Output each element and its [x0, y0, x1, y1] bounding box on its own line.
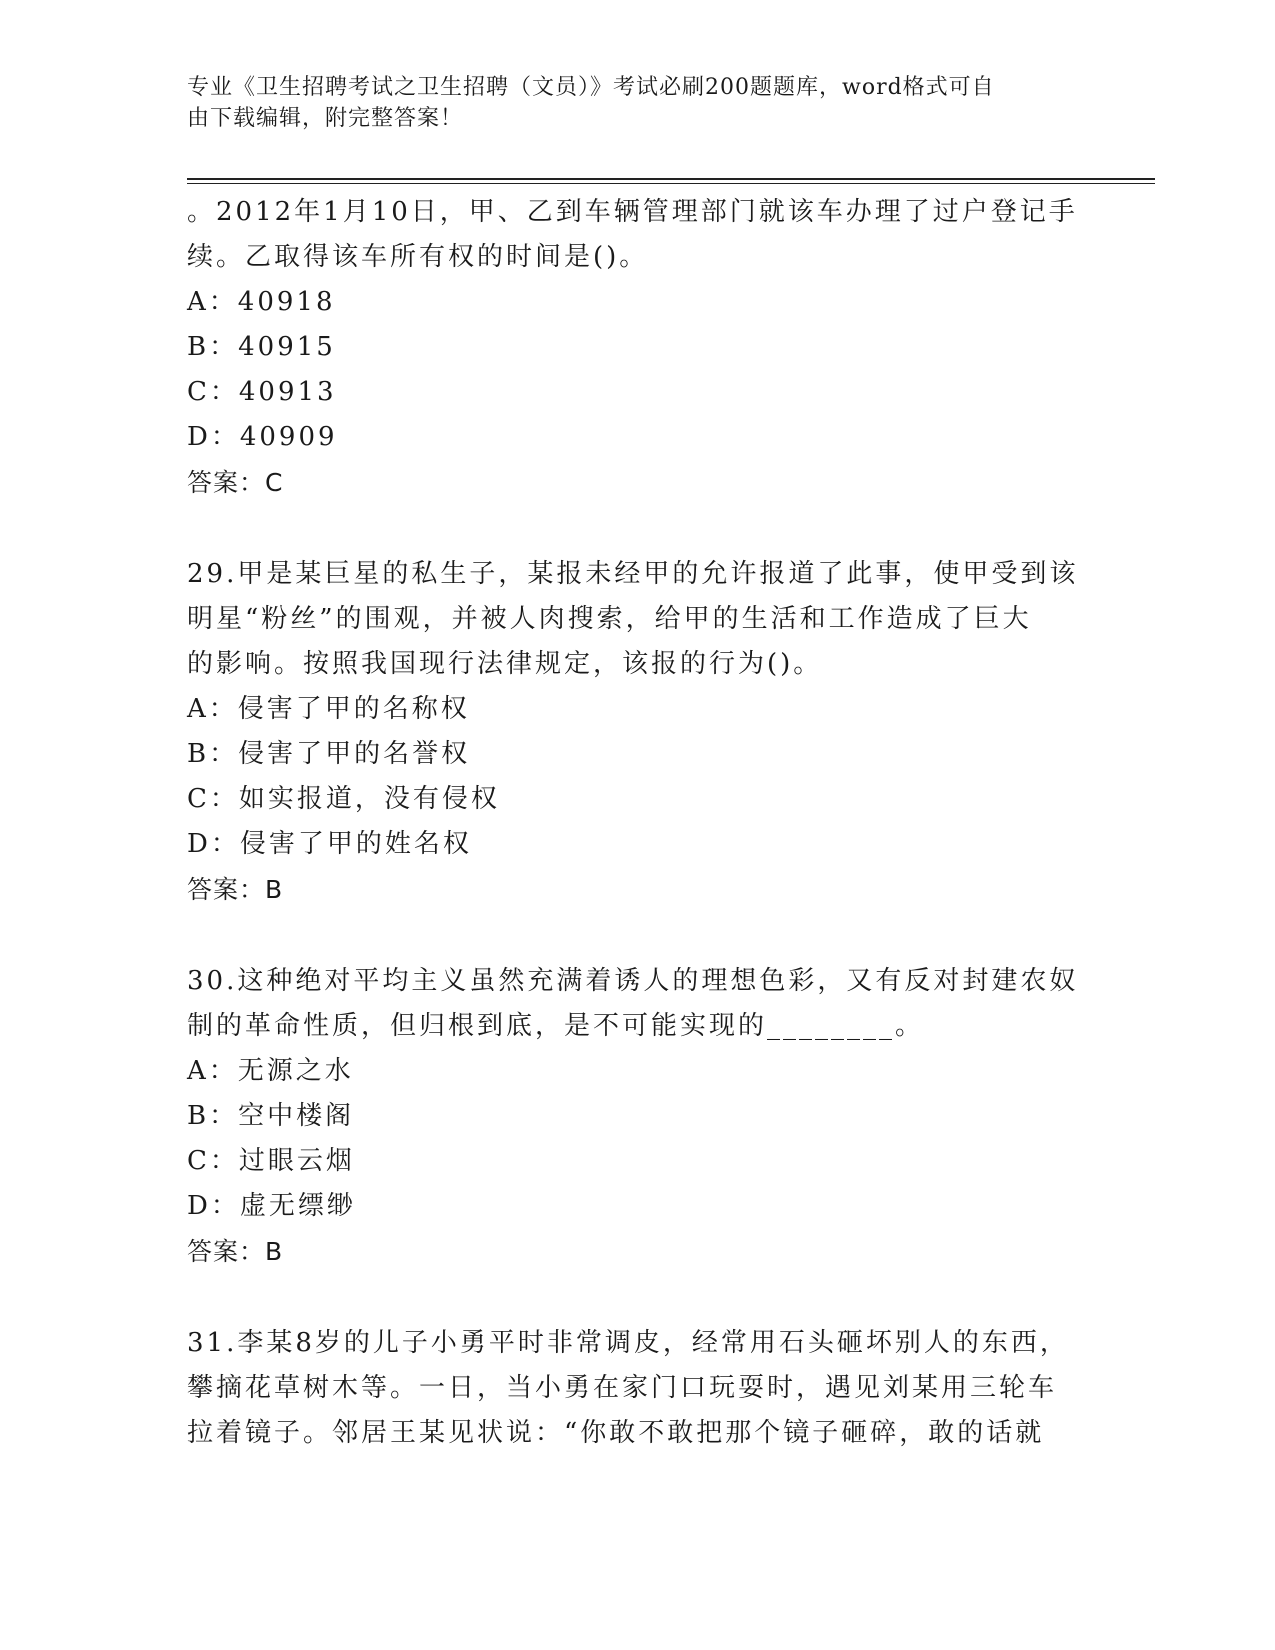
spacer: [187, 1274, 1087, 1321]
header-line-2: 由下载编辑，附完整答案！: [187, 106, 464, 131]
header-line-1: 专业《卫生招聘考试之卫生招聘（文员）》考试必刷200题题库，word格式可自: [187, 75, 995, 100]
document-body: [187, 190, 1087, 1456]
option-d: D：40909: [187, 422, 338, 452]
spacer: [187, 912, 1087, 959]
page-header: [187, 72, 1067, 134]
question-28: [187, 190, 1087, 505]
question-text-line: 拉着镜子。邻居王某见状说：“你敢不敢把那个镜子砸碎，敢的话就: [187, 1418, 1045, 1448]
question-30: [187, 959, 1087, 1274]
question-text-line: 攀摘花草树木等。一日，当小勇在家门口玩耍时，遇见刘某用三轮车: [187, 1373, 1058, 1403]
spacer: [187, 505, 1087, 552]
question-text-line: 明星“粉丝”的围观，并被人肉搜索，给甲的生活和工作造成了巨大: [187, 604, 1032, 634]
question-text-line: 的影响。按照我国现行法律规定，该报的行为()。: [187, 649, 823, 679]
option-d: D：侵害了甲的姓名权: [187, 829, 472, 859]
option-a: A：40918: [187, 287, 336, 317]
answer-line: 答案：B: [187, 875, 284, 904]
option-c: C：如实报道，没有侵权: [187, 784, 500, 814]
option-a: A：无源之水: [187, 1056, 354, 1086]
question-29: [187, 552, 1087, 912]
question-text-line: 。2012年1月10日，甲、乙到车辆管理部门就该车办理了过户登记手: [187, 197, 1078, 227]
option-b: B：侵害了甲的名誉权: [187, 739, 471, 769]
answer-line: 答案：B: [187, 1237, 284, 1266]
option-c: C：40913: [187, 377, 337, 407]
question-31: [187, 1321, 1087, 1456]
option-c: C：过眼云烟: [187, 1146, 355, 1176]
option-d: D：虚无缥缈: [187, 1191, 356, 1221]
option-a: A：侵害了甲的名称权: [187, 694, 470, 724]
question-text-line: 续。乙取得该车所有权的时间是()。: [187, 242, 649, 272]
option-b: B：空中楼阁: [187, 1101, 355, 1131]
option-b: B：40915: [187, 332, 336, 362]
answer-line: 答案：C: [187, 468, 284, 497]
question-text-line: 29.甲是某巨星的私生子，某报未经甲的允许报道了此事，使甲受到该: [187, 559, 1079, 589]
question-text-line: 30.这种绝对平均主义虽然充满着诱人的理想色彩，又有反对封建农奴: [187, 966, 1079, 996]
question-text-line: 31.李某8岁的儿子小勇平时非常调皮，经常用石头砸坏别人的东西，: [187, 1328, 1069, 1358]
question-text-line: 制的革命性质，但归根到底，是不可能实现的________。: [187, 1011, 925, 1041]
header-divider: [187, 178, 1155, 184]
